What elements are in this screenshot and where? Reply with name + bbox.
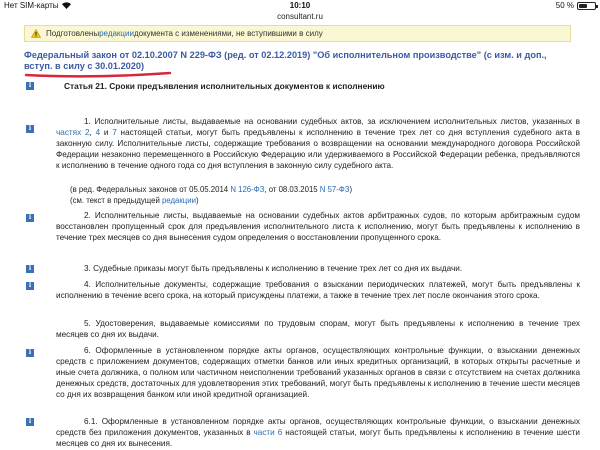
info-icon[interactable]: i	[26, 82, 34, 90]
battery-icon	[577, 2, 596, 10]
info-icon[interactable]: i	[26, 418, 34, 426]
previous-edition-note: (см. текст в предыдущей редакции)	[70, 196, 199, 205]
notice-suffix: документа с изменениями, не вступившими в силу	[133, 29, 323, 38]
paragraph-3: 3. Судебные приказы могут быть предъявлены к исполнению в течение трех лет со дня их выдачи.	[84, 264, 463, 273]
info-icon[interactable]: i	[26, 214, 34, 222]
document-title-line1: Федеральный закон от 02.10.2007 N 229-ФЗ (ред. от 02.12.2019) "Об исполнительном производстве" (с изм. и доп.,	[24, 50, 547, 60]
info-icon[interactable]: i	[26, 265, 34, 273]
battery-level-fill	[579, 4, 587, 8]
battery-label: 50 %	[555, 1, 574, 10]
link-126-fz[interactable]: N 126-ФЗ	[230, 185, 265, 194]
previous-edition-link[interactable]: редакции	[161, 196, 196, 205]
info-icon[interactable]: i	[26, 349, 34, 357]
status-bar	[0, 0, 600, 11]
link-part-4[interactable]: 4	[95, 128, 101, 138]
revisions-link[interactable]: редакции	[99, 29, 134, 38]
link-part-2[interactable]: частях 2	[56, 128, 90, 138]
warning-icon	[31, 29, 41, 38]
paragraph-1: 1. Исполнительные листы, выдаваемые на основании судебных актов, за исключением исполнительных листов, указанных в частях 2, 4 и 7 настоящей статьи, могут быть предъявлены к исполнению в течение трех лет со дня вступления судебного акта в законную силу. Исполнительные листы, содержащие требования о возвращении на основании международного договора Российской Федерации незаконно перемещенного в Российскую Федерацию или удерживаемого в Российской Федерации ребенка, предъявляются к исполнению в течение одного года со дня вступления в законную силу судебного акта.	[56, 117, 580, 171]
carrier-label: Нет SIM-карты	[4, 1, 59, 10]
paragraph-6-1: 6.1. Оформленные в установленном порядке акты органов, осуществляющих контрольные функции, о взыскании денежных средств без приложения документов, указанных в части 6 настоящей статьи, могут быть предъявлены к исполнению в течение шести месяцев со дня их вынесения.	[56, 417, 580, 449]
handwritten-underline-mark	[24, 71, 172, 81]
link-part-6[interactable]: части 6	[253, 428, 283, 438]
edition-note: (в ред. Федеральных законов от 05.05.2014 N 126-ФЗ, от 08.03.2015 N 57-ФЗ)	[70, 185, 353, 194]
link-part-7[interactable]: 7	[112, 128, 117, 138]
revision-notice	[24, 25, 571, 42]
paragraph-6: 6. Оформленные в установленном порядке акты органов, осуществляющих контрольные функции, о взыскании денежных средств с приложением документов, содержащих отметки банков или иных кредитных организаций, в которых открыты расчетные и иные счета должника, о полном или частичном неисполнении требований указанных органов в связи с отсутствием на счетах должника денежных средств, достаточных для удовлетворения этих требований, могут быть предъявлены к исполнению в течение шести месяцев со дня их возвращения банком или иной кредитной организацией.	[56, 346, 580, 400]
document-title	[24, 50, 580, 72]
clock: 10:10	[289, 1, 311, 10]
battery-status	[556, 0, 596, 11]
document-title-line2: вступ. в силу с 30.01.2020)	[24, 61, 145, 71]
article-title: Статья 21. Сроки предъявления исполнительных документов к исполнению	[64, 81, 385, 91]
notice-prefix: Подготовлены	[46, 29, 100, 38]
paragraph-5: 5. Удостоверения, выдаваемые комиссиями по трудовым спорам, могут быть предъявлены к исполнению в течение трех месяцев со дня их выдачи.	[56, 319, 580, 340]
paragraph-4: 4. Исполнительные документы, содержащие требования о взыскании периодических платежей, могут быть предъявлены к исполнению в течение всего срока, на который присуждены платежи, а также в течение трех лет после окончания этого срока.	[56, 280, 580, 301]
paragraph-2: 2. Исполнительные листы, выдаваемые на основании судебных актов арбитражных судов, по которым арбитражным судом восстановлен пропущенный срок для предъявления исполнительного листа к исполнению, могут быть предъявлены к исполнению в течение трех месяцев со дня вынесения судом определения о восстановлении пропущенного срока.	[56, 211, 580, 243]
info-icon[interactable]: i	[26, 125, 34, 133]
address-bar[interactable]: consultant.ru	[277, 12, 323, 21]
info-icon[interactable]: i	[26, 282, 34, 290]
link-57-fz[interactable]: N 57-ФЗ	[319, 185, 350, 194]
